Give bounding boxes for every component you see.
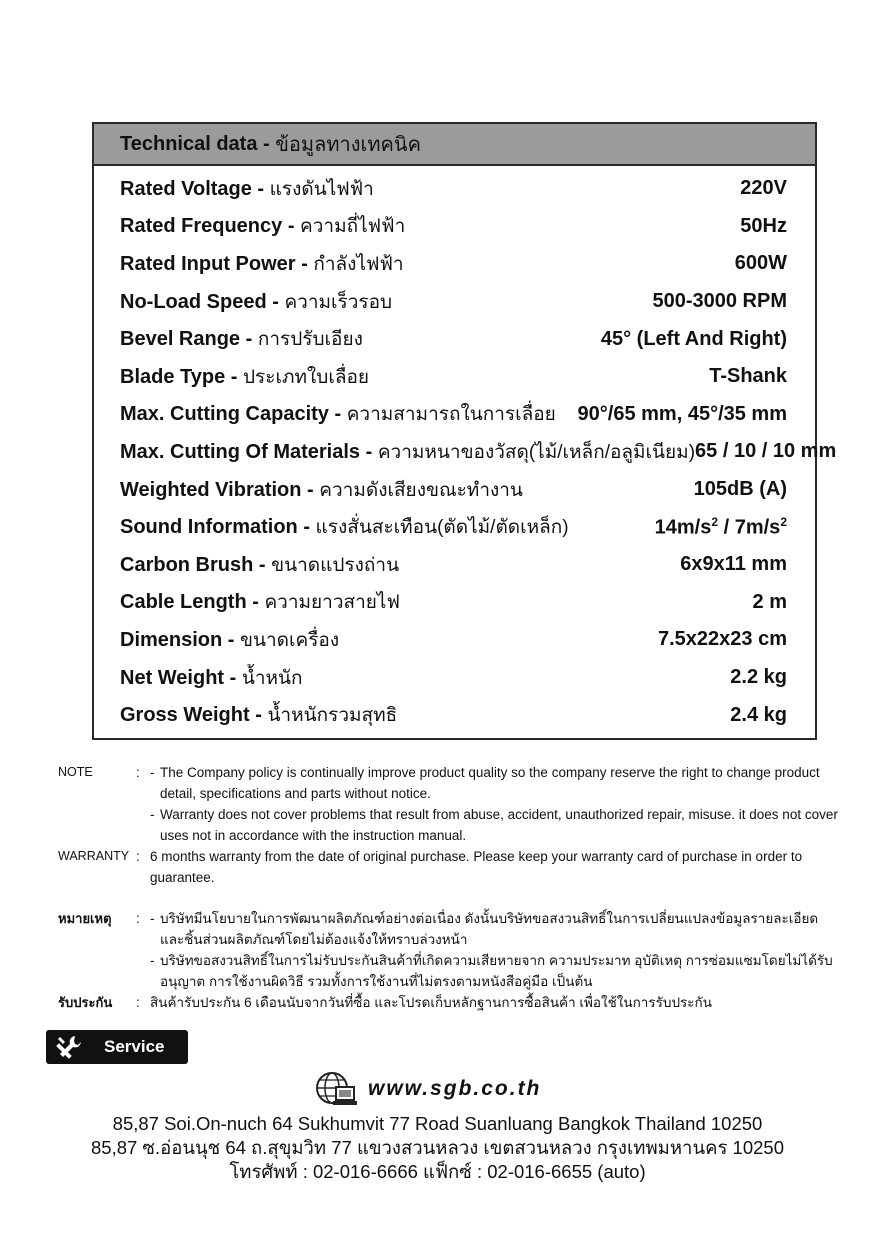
spec-row: Rated Voltage - แรงดันไฟฟ้า 220V: [120, 177, 787, 200]
warranty-text: 6 months warranty from the date of original purchase. Please keep your warranty card of purchase in order to guarantee.: [150, 849, 803, 885]
spec-label-en: Gross Weight: [120, 704, 250, 727]
th-note-item: บริษัทขอสงวนสิทธิ์ในการไม่รับประกันสินค้าที่เกิดความเสียหายจาก ความประมาท อุบัติเหตุ การซ่อมแซมโดยไม่ได้รับอนุญาต การใช้งานผิดวิธี รวมทั้งการใช้งานที่ไม่ตรงตามหนังสือคู่มือ เป็นต้น: [160, 953, 833, 989]
spec-row: Rated Frequency - ความถี่ไฟฟ้า 50Hz: [120, 214, 787, 238]
spec-label-en: Bevel Range: [120, 328, 241, 351]
spec-value: 2.2 kg: [730, 666, 787, 689]
spec-rows: [94, 166, 837, 734]
spec-label-th: ความดังเสียงขณะทำงาน: [319, 479, 523, 501]
warranty-label: WARRANTY: [58, 849, 130, 863]
technical-data-header: Technical data - ข้อมูลทางเทคนิค: [94, 124, 815, 166]
note-label: NOTE: [58, 765, 93, 779]
spec-value: 50Hz: [740, 214, 787, 237]
th-warranty-block: รับประกัน : สินค้ารับประกัน 6 เดือนนับจากวันที่ซื้อ และโปรดเก็บหลักฐานการซื้อสินค้า เพื่อใช้ในการรับประกัน: [58, 992, 838, 1013]
spec-row: Weighted Vibration - ความดังเสียงขณะทำงาน 105dB (A): [120, 478, 787, 501]
th-warranty-label: รับประกัน: [58, 995, 113, 1010]
spec-row: No-Load Speed - ความเร็วรอบ 500-3000 RPM: [120, 290, 787, 313]
spec-row: Rated Input Power - กำลังไฟฟ้า 600W: [120, 252, 787, 275]
spec-row: Dimension - ขนาดเครื่อง 7.5x22x23 cm: [120, 628, 787, 651]
spec-label-th: ความยาวสายไฟ: [264, 592, 400, 614]
note-item: The Company policy is continually improve product quality so the company reserve the right to change product detail, specifications and parts without notice.: [160, 765, 820, 801]
address-phone: โทรศัพท์ : 02-016-6666 แฟ็กซ์ : 02-016-6655 (auto): [229, 1161, 646, 1182]
tools-icon: [56, 1034, 84, 1060]
spec-label-th: ขนาดแปรงถ่าน: [271, 554, 400, 576]
spec-value: 65 / 10 / 10 mm: [695, 440, 837, 463]
spec-label-th: แรงสั่นสะเทือน(ตัดไม้/ตัดเหล็ก): [315, 517, 569, 539]
address-en: 85,87 Soi.On-nuch 64 Sukhumvit 77 Road Suanluang Bangkok Thailand 10250: [112, 1113, 763, 1134]
spec-row: Cable Length - ความยาวสายไฟ 2 m: [120, 590, 787, 614]
spec-row: Max. Cutting Of Materials - ความหนาของวัสดุ(ไม้/เหล็ก/อลูมิเนียม) 65 / 10 / 10 mm: [120, 440, 837, 463]
spec-label-en: Weighted Vibration: [120, 478, 302, 501]
spec-label-en: Max. Cutting Of Materials: [120, 440, 361, 463]
spec-label-en: Sound Information: [120, 516, 298, 539]
address-th: 85,87 ซ.อ่อนนุช 64 ถ.สุขุมวิท 77 แขวงสวนหลวง เขตสวนหลวง กรุงเทพมหานคร 10250: [91, 1137, 784, 1158]
spec-row: Carbon Brush - ขนาดแปรงถ่าน 6x9x11 mm: [120, 553, 787, 576]
th-note-label: หมายเหตุ: [58, 911, 112, 926]
spec-label-th: แรงดันไฟฟ้า: [269, 178, 374, 200]
service-label: Service: [104, 1037, 165, 1056]
service-badge: [46, 1030, 188, 1064]
spec-value: 45° (Left And Right): [600, 327, 787, 350]
th-note-block: หมายเหตุ : - บริษัทมีนโยบายในการพัฒนาผลิตภัณฑ์อย่างต่อเนื่อง ดังนั้นบริษัทขอสงวนสิทธิ์ในการเปลี่ยนแปลงข้อมูลรายละเอียดและชิ้นส่วนผลิตภัณฑ์โดยไม่ต้องแจ้งให้ทราบล่วงหน้า - บริษัทขอสงวนสิทธิ์ในการไม่รับประกันสินค้าที่เกิดความเสียหายจาก ความประมาท อุบัติเหตุ การซ่อมแซมโดยไม่ได้รับอนุญาต การใช้งานผิดวิธี รวมทั้งการใช้งานที่ไม่ตรงตามหนังสือคู่มือ เป็นต้น: [58, 908, 838, 992]
spec-label-en: Rated Frequency: [120, 215, 283, 238]
spec-value: T-Shank: [709, 365, 787, 388]
spec-label-en: Rated Voltage: [120, 177, 252, 200]
spec-row: Gross Weight - น้ำหนักรวมสุทธิ 2.4 kg: [120, 703, 787, 727]
address-block: [0, 1112, 875, 1184]
spec-label-en: Max. Cutting Capacity: [120, 403, 329, 426]
spec-row: Max. Cutting Capacity - ความสามารถในการเลื่อย 90°/65 mm, 45°/35 mm: [120, 402, 787, 426]
th-warranty-text: สินค้ารับประกัน 6 เดือนนับจากวันที่ซื้อ และโปรดเก็บหลักฐานการซื้อสินค้า เพื่อใช้ในการรับประกัน: [150, 995, 712, 1010]
spec-row: Net Weight - น้ำหนัก 2.2 kg: [120, 666, 787, 689]
spec-label-th: ความสามารถในการเลื่อย: [346, 404, 556, 426]
spec-value: 90°/65 mm, 45°/35 mm: [577, 402, 787, 425]
spec-label-th: ขนาดเครื่อง: [240, 629, 340, 651]
spec-value: 220V: [740, 177, 787, 200]
notes-section: [58, 762, 838, 1013]
website-url[interactable]: www.sgb.co.th: [368, 1077, 542, 1100]
spec-value: 7.5x22x23 cm: [657, 628, 787, 651]
spec-value: 105dB (A): [693, 478, 787, 501]
globe-computer-icon: [314, 1070, 358, 1108]
spec-label-en: Carbon Brush: [120, 553, 254, 576]
spec-label-en: Dimension: [120, 628, 223, 651]
spec-value: $14m/s^2 / 7m/s^2$: [654, 514, 787, 539]
spec-row: Sound Information - แรงสั่นสะเทือน(ตัดไม้/ตัดเหล็ก) $14m/s^2 / 7m/s^2$: [120, 514, 787, 539]
note-item: Warranty does not cover problems that result from abuse, accident, unauthorized repair, misuse. it does not cover uses not in accordance with the instruction manual.: [160, 807, 838, 843]
spec-label-th: ความถี่ไฟฟ้า: [300, 216, 406, 238]
spec-label-en: Rated Input Power: [120, 252, 296, 275]
spec-label-th: กำลังไฟฟ้า: [313, 253, 404, 275]
spec-label-th: น้ำหนักรวมสุทธิ: [267, 705, 398, 727]
spec-label-th: ความเร็วรอบ: [284, 291, 393, 313]
website-block: [314, 1070, 541, 1108]
spec-label-en: Net Weight: [120, 666, 225, 689]
spec-label-en: No-Load Speed: [120, 290, 267, 313]
spec-label-th: น้ำหนัก: [241, 667, 303, 689]
spec-label-th: การปรับเอียง: [257, 329, 363, 351]
warranty-block: WARRANTY : 6 months warranty from the date of original purchase. Please keep your warranty card of purchase in order to guarantee.: [58, 846, 838, 888]
spec-value: 2.4 kg: [730, 703, 787, 726]
header-th: ข้อมูลทางเทคนิค: [275, 134, 421, 156]
spec-value: 6x9x11 mm: [680, 553, 787, 576]
spec-value: 600W: [734, 252, 787, 275]
spec-label-en: Cable Length: [120, 591, 247, 614]
spec-value: 500-3000 RPM: [652, 290, 787, 313]
th-note-item: บริษัทมีนโยบายในการพัฒนาผลิตภัณฑ์อย่างต่อเนื่อง ดังนั้นบริษัทขอสงวนสิทธิ์ในการเปลี่ยนแปลงข้อมูลรายละเอียดและชิ้นส่วนผลิตภัณฑ์โดยไม่ต้องแจ้งให้ทราบล่วงหน้า: [160, 911, 819, 947]
spec-label-en: Blade Type: [120, 365, 226, 388]
technical-data-table: [92, 122, 837, 740]
spec-row: Blade Type - ประเภทใบเลื่อย T-Shank: [120, 365, 787, 388]
note-block: NOTE : - The Company policy is continually improve product quality so the company reserve the right to change product detail, specifications and parts without notice. - Warranty does not cover problems that result from abuse, accident, unauthorized repair, misuse. it does not cover uses not in accordance with the instruction manual.: [58, 762, 838, 846]
spec-label-th: ความหนาของวัสดุ(ไม้/เหล็ก/อลูมิเนียม): [377, 441, 696, 463]
header-en: Technical data: [120, 132, 258, 155]
spec-label-th: ประเภทใบเลื่อย: [243, 366, 370, 388]
spec-value: 2 m: [752, 590, 787, 613]
spec-row: Bevel Range - การปรับเอียง 45° (Left And Right): [120, 327, 787, 351]
